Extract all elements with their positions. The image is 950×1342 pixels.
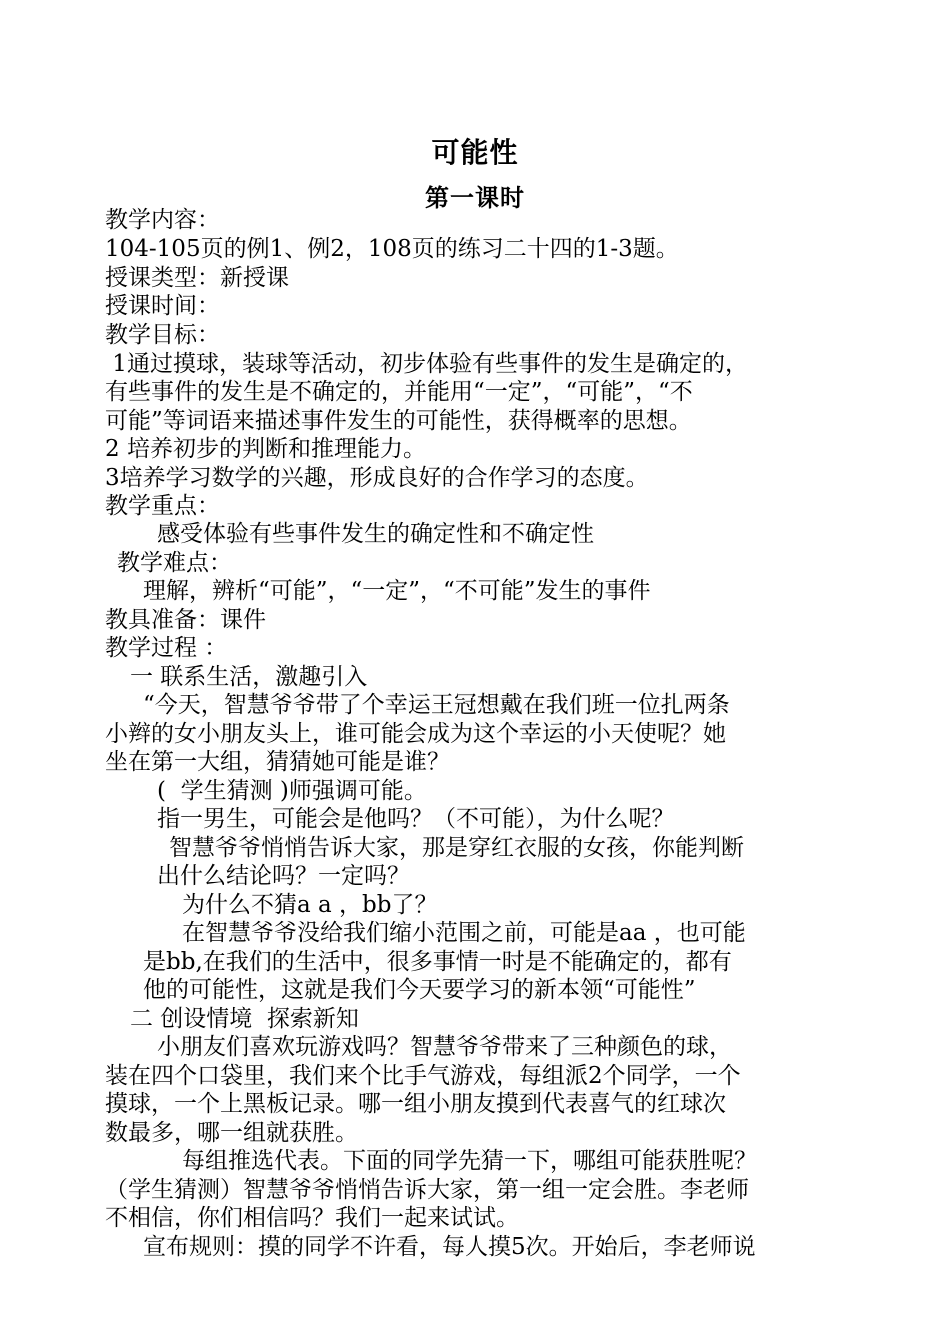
text-line: 在智慧爷爷没给我们缩小范围之前，可能是aa ，也可能 xyxy=(182,920,746,946)
text-line: 授课类型：新授课 xyxy=(105,265,289,291)
text-line: 教学过程 ： xyxy=(105,635,228,661)
text-line: 装在四个口袋里，我们来个比手气游戏，每组派2个同学，一个 xyxy=(105,1063,741,1089)
text-line: 不相信，你们相信吗？我们一起来试试。 xyxy=(105,1205,519,1231)
text-line: 智慧爷爷悄悄告诉大家，那是穿红衣服的女孩，你能判断 xyxy=(169,835,744,861)
text-line: 出什么结论吗？一定吗？ xyxy=(157,863,410,889)
text-line: 小朋友们喜欢玩游戏吗？智慧爷爷带来了三种颜色的球， xyxy=(157,1034,732,1060)
text-line: 授课时间： xyxy=(105,293,220,319)
text-line: ( 学生猜测 )师强调可能。 xyxy=(157,778,427,804)
text-line: 二 创设情境 探索新知 xyxy=(130,1006,359,1032)
text-line: 1通过摸球，装球等活动，初步体验有些事件的发生是确定的， xyxy=(105,351,748,377)
document-subtitle: 第一课时 xyxy=(425,184,525,212)
text-line: 他的可能性，这就是我们今天要学习的新本领“可能性” xyxy=(143,977,696,1003)
text-line: 3培养学习数学的兴趣，形成良好的合作学习的态度。 xyxy=(105,465,649,491)
text-line: 摸球，一个上黑板记录。哪一组小朋友摸到代表喜气的红球次 xyxy=(105,1091,726,1117)
text-line: 指一男生，可能会是他吗？（不可能），为什么呢？ xyxy=(157,806,675,832)
text-line: 教学内容： xyxy=(105,207,220,233)
text-line: 教学目标： xyxy=(105,322,220,348)
text-line: 坐在第一大组，猜猜她可能是谁？ xyxy=(105,749,450,775)
text-line: （学生猜测）智慧爷爷悄悄告诉大家，第一组一定会胜。李老师 xyxy=(105,1177,749,1203)
text-line: 104-105页的例1、例2，108页的练习二十四的1-3题。 xyxy=(105,236,679,262)
document-title: 可能性 xyxy=(431,136,519,169)
text-line: 感受体验有些事件发生的确定性和不确定性 xyxy=(157,521,594,547)
text-line: 教学难点： xyxy=(117,550,232,576)
text-line: 教具准备：课件 xyxy=(105,607,266,633)
text-line: 数最多，哪一组就获胜。 xyxy=(105,1120,358,1146)
text-line: 理解，辨析“可能”，“一定”，“不可能”发生的事件 xyxy=(143,578,651,604)
text-line: 2 培养初步的判断和推理能力。 xyxy=(105,436,426,462)
text-line: 小辫的女小朋友头上，谁可能会成为这个幸运的小天使呢？她 xyxy=(105,721,726,747)
text-line: “今天，智慧爷爷带了个幸运王冠想戴在我们班一位扎两条 xyxy=(143,692,730,718)
text-line: 可能”等词语来描述事件发生的可能性，获得概率的思想。 xyxy=(105,408,692,434)
text-line: 每组推选代表。下面的同学先猜一下，哪组可能获胜呢？ xyxy=(182,1148,757,1174)
text-line: 教学重点： xyxy=(105,493,220,519)
text-line: 有些事件的发生是不确定的，并能用“一定”，“可能”，“不 xyxy=(105,379,693,405)
text-line: 是bb,在我们的生活中，很多事情一时是不能确定的，都有 xyxy=(143,949,732,975)
text-line: 一 联系生活，激趣引入 xyxy=(130,664,368,690)
text-line: 为什么不猜a a ，bb了？ xyxy=(182,892,438,918)
text-line: 宣布规则：摸的同学不许看，每人摸5次。开始后，李老师说 xyxy=(143,1234,756,1260)
